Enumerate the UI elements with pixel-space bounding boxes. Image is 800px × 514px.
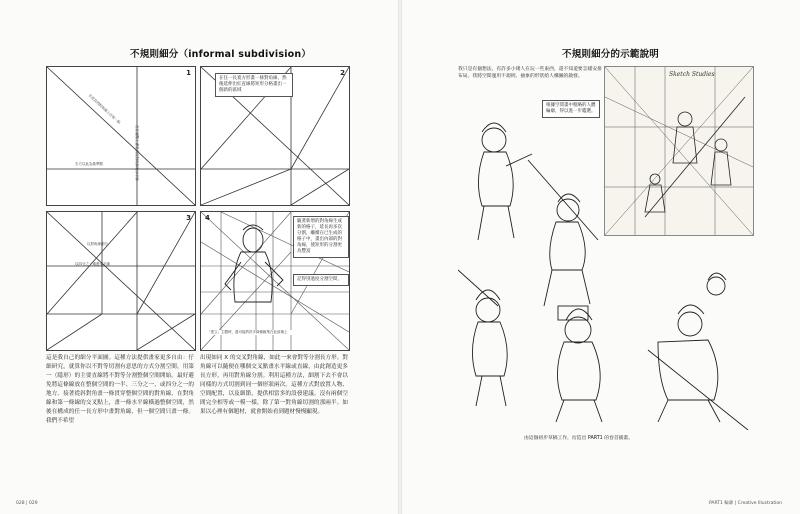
diagram-panel-2: [200, 66, 350, 206]
panel-4-callout: 隨著新增的對角線生成新的格子，延長再多次分割，繼續在已生成的格子中，畫出內部的對角線，使矩形的分割更為豐富: [293, 216, 349, 258]
diagram-label: 以對角線劃分: [87, 242, 108, 246]
panel-4-callout-2: 記得別過度分割空間，: [293, 274, 349, 286]
page-folio-right: PART1 輪廓 | Creative Illustration: [708, 501, 782, 506]
diagram-panel-1: [46, 66, 196, 206]
page-folio: 028 | 029: [16, 501, 38, 506]
body-text-column-1: 這是我自己的細分平面圖。這種方法提供畫家更多自由：仔細研究，就算你以不對等切割有意思的方式分割空間，用第一（隱形）的主要直線將不對等分割整個空間開始。最好避免將這條線放在整個空間的一半、三分之一，或四分之一的地方。接著從斜對角畫一條貫穿整個空間的對角線，在對角線和第一條線的交叉點上，畫一條水平線橫過整個空間，然後在構成的任一長方形中畫對角線，但一個空間只畫一條。我們不希望: [46, 355, 194, 424]
right-page-callout: 根據空間畫中粗略的人體輪廓，得以進一步鑑選。: [542, 100, 600, 118]
panel-3-lines: [47, 212, 195, 350]
gnome-sketch-drawing: [458, 110, 758, 430]
diagram-label: 右方以此為基準點: [75, 162, 103, 166]
diagram-label: 在此頁的對角線上任取一點: [87, 93, 122, 125]
panel-2-callout: 在任一長寬方形畫一條對角線，然後延伸出紅直線將矩形分格畫出一個新的區域: [215, 73, 293, 97]
panel-number: 2: [340, 69, 345, 77]
left-page: [0, 0, 398, 514]
figure-caption: 由這個初步草稿工作，衍造出 PART1 的卷首插畫。: [524, 436, 634, 441]
panel-number: 1: [186, 69, 191, 77]
body-text-column-2: 出現如同 X 的交叉對角線，如此一來會對等分割長方形。對角線可以隨便在哪個交叉點畫水平線或直線，由此創造更多長方形，再用對角線分割。利用這種方法，細割下去不會以同樣的方式切割到同一個形狀兩次。這種方式對放置人物、空間配置，以及細節，提供相當多的設發建議。沒有兩個空間完全相等或一模一樣，除了第一對角線切割的那兩半。如果以心裡有個題材，就會開始看到題材慢慢顯現。: [200, 355, 348, 415]
panel-1-lines: [47, 67, 195, 205]
panel-number: 3: [186, 214, 191, 222]
sketch-script-label: Sketch Studies: [669, 71, 715, 78]
gnome-sketches: [458, 110, 758, 430]
right-page: [402, 0, 800, 514]
right-page-title: 不規則細分的示範說明: [562, 49, 660, 60]
diagram-label: 在任意點上畫垂直於對角線的水平線: [135, 125, 139, 181]
diagram-label: 以四分之一處畫水平線: [75, 262, 110, 266]
diagram-panel-3: [46, 211, 196, 351]
diagram-panel-4: [200, 211, 350, 351]
intro-text: 我只是有個想法，有許多小矮人在玩一些東西，還不知道要怎樣安排布局。我將空間運用不規則、抽象的形狀給人構圖的啟發。: [458, 67, 602, 79]
diagram-label: 「建立」主體時，盡可能將許多線條匯集在此區塊上: [207, 330, 327, 335]
panel-number: 4: [205, 214, 210, 222]
left-page-title: 不規則細分（informal subdivision）: [130, 49, 312, 60]
